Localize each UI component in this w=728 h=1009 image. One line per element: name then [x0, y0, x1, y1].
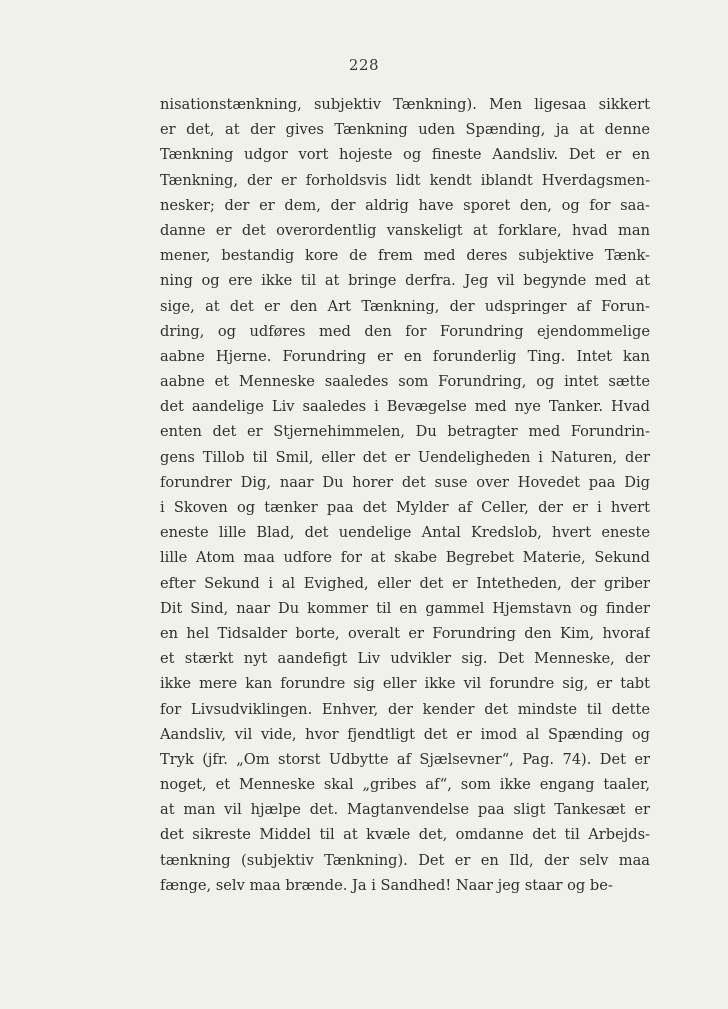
- text-line: for Livsudviklingen. Enhver, der kender det mindste til dette: [160, 700, 650, 718]
- text-line: Dit Sind, naar Du kommer til en gammel Hjemstavn og finder: [160, 599, 650, 617]
- text-line: lille Atom maa udfore for at skabe Begrebet Materie, Sekund: [160, 549, 650, 567]
- text-line: aabne Hjerne. Forundring er en forunderlig Ting. Intet kan: [160, 347, 650, 365]
- text-line: Tænkning, der er forholdsvis lidt kendt iblandt Hverdagsmen-: [160, 171, 650, 189]
- text-line: det sikreste Middel til at kvæle det, omdanne det til Arbejds-: [160, 826, 650, 844]
- page-number: 228: [348, 56, 380, 74]
- text-line: sige, at det er den Art Tænkning, der udspringer af Forun-: [160, 297, 650, 315]
- text-line: Aandsliv, vil vide, hvor fjendtligt det er imod al Spænding og: [160, 725, 650, 743]
- text-line: aabne et Menneske saaledes som Forundring, og intet sætte: [160, 373, 650, 391]
- text-line: det aandelige Liv saaledes i Bevægelse med nye Tanker. Hvad: [160, 398, 650, 416]
- text-line: en hel Tidsalder borte, overalt er Forundring den Kim, hvoraf: [160, 624, 650, 642]
- text-line: danne er det overordentlig vanskeligt at forklare, hvad man: [160, 221, 650, 239]
- text-line: nisationstænkning, subjektiv Tænkning). Men ligesaa sikkert: [160, 96, 650, 113]
- text-line: at man vil hjælpe det. Magtanvendelse paa sligt Tankesæt er: [160, 801, 650, 819]
- text-line: efter Sekund i al Evighed, eller det er Intetheden, der griber: [160, 574, 650, 592]
- text-line: ikke mere kan forundre sig eller ikke vil forundre sig, er tabt: [160, 675, 650, 693]
- text-line: Tryk (jfr. „Om storst Udbytte af Sjælsevner“, Pag. 74). Det er: [160, 750, 650, 768]
- text-line: fænge, selv maa brænde. Ja i Sandhed! Naar jeg staar og be-: [160, 876, 613, 894]
- text-line: gens Tillob til Smil, eller det er Uendeligheden i Naturen, der: [160, 448, 650, 466]
- text-line: i Skoven og tænker paa det Mylder af Celler, der er i hvert: [160, 499, 650, 516]
- text-line: nesker; der er dem, der aldrig have sporet den, og for saa-: [160, 196, 650, 214]
- text-line: dring, og udføres med den for Forundring ejendommelige: [160, 322, 650, 340]
- text-line: eneste lille Blad, det uendelige Antal Kredslob, hvert eneste: [160, 524, 650, 542]
- text-line: mener, bestandig kore de frem med deres subjektive Tænk-: [160, 247, 650, 265]
- text-line: Tænkning udgor vort hojeste og fineste Aandsliv. Det er en: [160, 146, 650, 164]
- text-line: enten det er Stjernehimmelen, Du betragter med Forundrin-: [160, 423, 650, 441]
- body-text: [160, 92, 650, 898]
- text-line: noget, et Menneske skal „gribes af“, som ikke engang taaler,: [160, 776, 650, 794]
- text-line: forundrer Dig, naar Du horer det suse over Hovedet paa Dig: [160, 473, 650, 491]
- text-line: ning og ere ikke til at bringe derfra. Jeg vil begynde med at: [160, 272, 650, 290]
- text-line: et stærkt nyt aandefigt Liv udvikler sig. Det Menneske, der: [160, 650, 650, 668]
- text-line: tænkning (subjektiv Tænkning). Det er en Ild, der selv maa: [160, 851, 650, 869]
- text-line: er det, at der gives Tænkning uden Spænding, ja at denne: [160, 121, 650, 139]
